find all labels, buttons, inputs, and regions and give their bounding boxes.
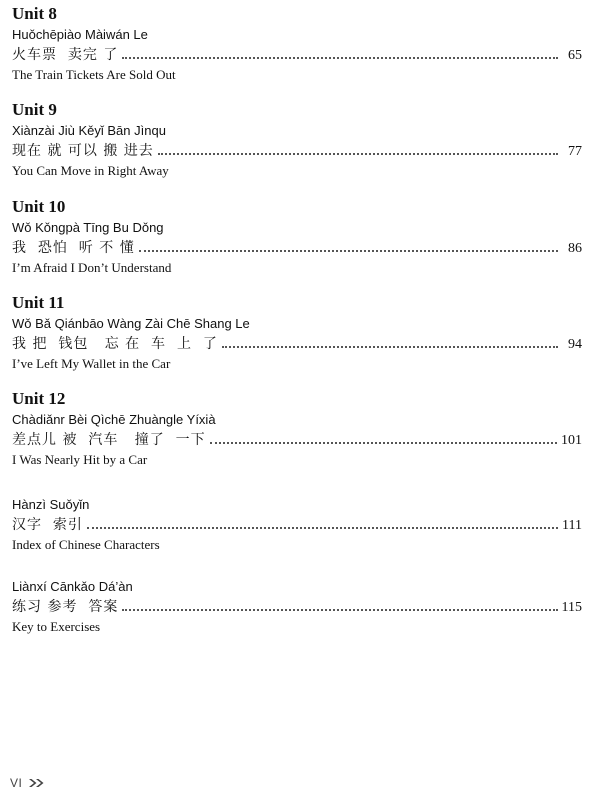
chinese-title: 火车票 卖完 了	[12, 47, 119, 63]
toc-entry-unit-8[interactable]	[12, 4, 582, 83]
chinese-title-row	[12, 141, 582, 161]
english-title: I’m Afraid I Don’t Understand	[12, 260, 172, 275]
chinese-title-row	[12, 238, 582, 258]
toc-entry-unit-11[interactable]	[12, 293, 582, 372]
double-chevron-right-icon	[28, 778, 46, 788]
chinese-title-row	[12, 45, 582, 65]
english-title: The Train Tickets Are Sold Out	[12, 67, 176, 82]
page-number-label: VI	[10, 776, 23, 790]
page-footer	[10, 776, 46, 790]
unit-heading: Unit 9	[12, 100, 57, 119]
page-number: 94	[568, 337, 582, 352]
unit-heading: Unit 11	[12, 293, 65, 312]
chinese-title-row	[12, 430, 582, 450]
unit-heading: Unit 8	[12, 4, 57, 23]
dot-leader	[210, 441, 557, 444]
dot-leader	[158, 152, 558, 155]
chinese-title: 练习 参考 答案	[12, 599, 119, 615]
chinese-title-row	[12, 334, 582, 354]
dot-leader	[139, 249, 558, 252]
toc-entry-unit-10[interactable]	[12, 197, 582, 276]
dot-leader	[122, 56, 558, 59]
chinese-title: 我 把 钱包 忘 在 车 上 了	[12, 336, 218, 352]
unit-heading: Unit 10	[12, 197, 66, 216]
english-title: You Can Move in Right Away	[12, 163, 169, 178]
chinese-title: 汉字 索引	[12, 517, 83, 533]
dot-leader	[87, 526, 558, 529]
pinyin-title: Wǒ Kǒngpà Tīng Bu Dǒng	[12, 220, 164, 235]
pinyin-title: Liànxí Cānkǎo Dá’àn	[12, 579, 133, 594]
page-number: 101	[561, 433, 582, 448]
dot-leader	[222, 345, 558, 348]
unit-heading: Unit 12	[12, 389, 66, 408]
pinyin-title: Wǒ Bǎ Qiánbāo Wàng Zài Chē Shang Le	[12, 316, 250, 331]
pinyin-title: Xiànzài Jiù Kěyǐ Bān Jìnqu	[12, 123, 166, 138]
chinese-title-row	[12, 597, 582, 617]
page-number: 65	[568, 48, 582, 63]
english-title: Key to Exercises	[12, 619, 101, 634]
toc-entry-unit-9[interactable]	[12, 100, 582, 179]
english-title: I’ve Left My Wallet in the Car	[12, 356, 171, 371]
chinese-title: 我 恐怕 听 不 懂	[12, 240, 135, 256]
chinese-title-row	[12, 515, 582, 535]
chinese-title: 差点儿 被 汽车 撞了 一下	[12, 432, 206, 448]
english-title: I Was Nearly Hit by a Car	[12, 452, 148, 467]
toc-entry-character-index[interactable]	[12, 494, 582, 553]
english-title: Index of Chinese Characters	[12, 537, 160, 552]
toc-entry-exercise-key[interactable]	[12, 576, 582, 635]
toc-entry-unit-12[interactable]	[12, 389, 582, 468]
dot-leader	[122, 608, 557, 611]
pinyin-title: Chàdiǎnr Bèi Qìchē Zhuàngle Yíxià	[12, 412, 216, 427]
chinese-title: 现在 就 可以 搬 进去	[12, 143, 154, 159]
page-number: 115	[561, 600, 582, 615]
page-number: 111	[562, 518, 582, 533]
page-number: 77	[568, 144, 582, 159]
pinyin-title: Huǒchēpiào Màiwán Le	[12, 27, 148, 42]
pinyin-title: Hànzì Suǒyǐn	[12, 497, 90, 512]
page-number: 86	[568, 241, 582, 256]
